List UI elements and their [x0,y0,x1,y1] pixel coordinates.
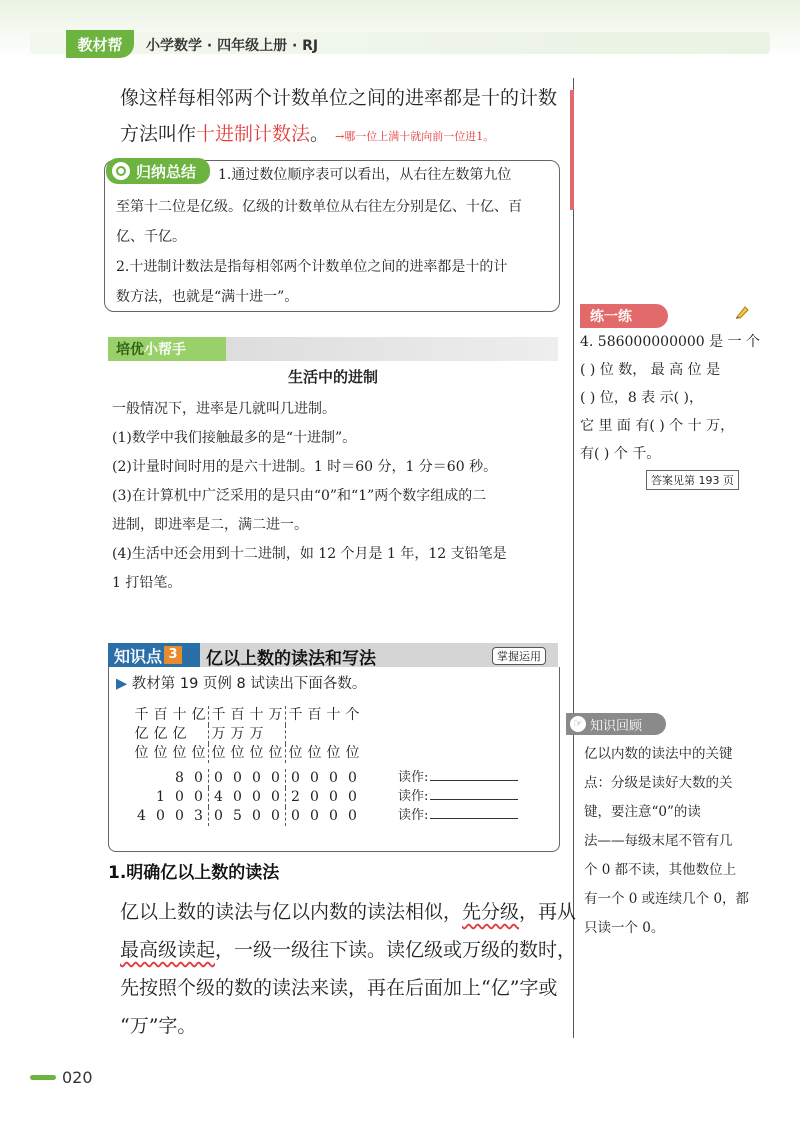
place-value-cell: 5 [233,808,242,824]
place-value-cell: 3 [189,807,209,826]
sec-text-b: ，再从 [519,901,577,923]
place-value-cell: 0 [310,808,319,824]
place-value-cell: 位 [153,745,168,761]
place-value-cell: 0 [291,808,300,824]
place-value-cell: 0 [291,770,300,786]
place-value-cell: 位 [249,745,264,761]
place-value-cell: 亿 [189,706,209,725]
sec-emph-2: 最高级读起 [120,939,216,961]
sec-text-c: ，一级一级往下读。读亿级或万级的数时， [215,939,577,961]
summary-tag [106,158,210,184]
place-value-cell: 位 [266,744,286,763]
number-row [132,788,362,807]
number-row [132,807,362,826]
place-value-cell: 0 [189,769,209,788]
helper-line-1: 一般情况下，进率是几就叫几进制。 [112,401,336,417]
summary-line-5: 数方法，也就是“满十进一”。 [116,289,299,305]
place-value-cell: 0 [348,789,357,805]
read-blank[interactable] [430,799,518,800]
target-icon [112,162,130,180]
read-row-1 [398,766,518,785]
place-value-cell: 十 [172,707,187,723]
read-row-2 [398,785,518,804]
place-value-cell [132,788,151,807]
kp-badge: 掌握运用 [492,647,546,665]
summary-line-1: 1.通过数位顺序表可以看出，从右往左数第九位 [218,167,512,183]
place-value-cell: 0 [348,808,357,824]
intro-line-1: 像这样每相邻两个计数单位之间的进率都是十的计数 [120,87,558,109]
place-value-cell: 0 [329,808,338,824]
place-value-cell: 万 [211,726,226,742]
place-value-cell: 0 [266,788,286,807]
summary-tag-label: 归纳总结 [136,162,197,181]
read-label: 读作: [398,770,429,785]
place-value-cell: 千 [134,707,149,723]
place-value-cell: 十 [326,707,341,723]
review-line-5: 个 0 都不读，其他数位上 [584,862,737,878]
place-value-cell: 位 [288,745,303,761]
number-row [132,769,362,788]
sec-emph-1: 先分级 [462,901,520,923]
place-value-cell: 0 [233,770,242,786]
place-value-table-wrap [132,706,362,826]
place-value-cell: 万 [230,726,245,742]
place-value-cell: 0 [252,808,261,824]
place-value-cell: 2 [291,789,300,805]
header-row-1 [132,706,362,725]
section-line-4: “万”字。 [120,1015,197,1037]
intro-note: →哪一位上满十就向前一位进1。 [335,130,495,143]
place-value-cell: 百 [230,707,245,723]
place-value-cell: 亿 [172,726,187,742]
place-value-cell: 百 [307,707,322,723]
place-value-cell: 0 [175,789,184,805]
place-value-cell: 位 [230,745,245,761]
place-value-cell: 0 [214,808,223,824]
place-value-cell: 0 [252,789,261,805]
helper-line-7: 1 打铅笔。 [112,575,182,591]
summary-line-2: 至第十二位是亿级。亿级的计数单位从右往左分别是亿、十亿、百 [116,199,522,215]
place-value-cell: 十 [249,707,264,723]
pointing-hand-icon: ☞ [570,716,586,732]
helper-line-4: (3)在计算机中广泛采用的是只由“0”和“1”两个数字组成的二 [112,488,487,504]
helper-line-3: (2)计量时间时用的是六十进制。1 时＝60 分，1 分＝60 秒。 [112,459,498,475]
read-row-3 [398,804,518,823]
helper-tag-b: 小帮手 [144,342,186,358]
kp-number: 3 [164,646,182,664]
place-value-cell: 千 [288,707,303,723]
place-value-cell: 0 [252,770,261,786]
section-line-2 [120,931,576,969]
place-value-cell: 0 [329,770,338,786]
review-line-2: 点：分级是读好大数的关 [584,775,733,791]
section-line-3: 先按照个级的数的读法来读，再在后面加上“亿”字或 [120,977,558,999]
review-line-3: 键，要注意“0”的读 [584,804,701,820]
practice-tag: 练一练 [580,304,668,328]
read-label: 读作: [398,789,429,804]
header-band [30,32,770,54]
kp-tag [108,643,200,667]
practice-line-2: ( ) 位 数， 最 高 位 是 [580,362,721,378]
helper-title: 生活中的进制 [287,368,378,386]
place-value-cell: 1 [156,789,165,805]
kp-title: 亿以上数的读法和写法 [206,649,376,669]
place-value-cell: 0 [310,770,319,786]
place-value-cell: 位 [172,745,187,761]
read-blank[interactable] [430,780,518,781]
header-row-2 [132,725,362,744]
header-row-3 [132,744,362,763]
place-value-cell: 位 [326,745,341,761]
read-label: 读作: [398,808,429,823]
intro-prefix: 方法叫作 [120,123,197,145]
review-line-1: 亿以内数的读法中的关键 [584,746,733,762]
review-tag-label: 知识回顾 [590,718,643,734]
place-value-cell: 0 [233,789,242,805]
place-value-cell [324,725,343,744]
header-title: 小学数学 · 四年级上册 · RJ [146,38,319,54]
practice-line-5: 有( ) 个 千。 [580,446,661,462]
read-blank[interactable] [430,818,518,819]
read-answers [398,766,518,823]
answer-reference: 答案见第 193 页 [646,470,739,490]
place-value-cell: 位 [189,744,209,763]
sec-text-a: 亿以上数的读法与亿以内数的读法相似， [120,901,463,923]
place-value-cell [151,769,170,788]
place-value-cell: 位 [307,745,322,761]
place-value-cell: 亿 [134,726,149,742]
place-value-cell: 亿 [153,726,168,742]
place-value-cell [343,725,362,744]
practice-line-3: ( ) 位，8 表 示( )， [580,390,704,406]
place-value-cell: 4 [214,789,223,805]
helper-tag [108,337,226,361]
review-tag [566,713,666,735]
place-value-cell: 万 [266,706,286,725]
practice-line-4: 它 里 面 有( ) 个 十 万， [580,418,735,434]
place-value-cell: 位 [211,745,226,761]
place-value-cell: 0 [329,789,338,805]
place-value-cell: 位 [134,745,149,761]
review-line-7: 只读一个 0。 [584,920,665,936]
section-line-1 [120,893,576,931]
place-value-cell: 8 [175,770,184,786]
summary-line-3: 亿、千亿。 [116,229,186,245]
place-value-cell [286,725,306,744]
place-value-cell: 0 [266,769,286,788]
page-number: 020 [62,1068,93,1087]
place-value-cell: 4 [137,808,146,824]
place-value-cell: 0 [348,770,357,786]
helper-line-2: (1)数学中我们接触最多的是“十进制”。 [112,430,357,446]
review-line-6: 有一个 0 或连续几个 0，都 [584,891,750,907]
place-value-cell: 个 [345,707,360,723]
example-text: 教材第 19 页例 8 试读出下面各数。 [131,676,367,692]
place-value-cell: 百 [153,707,168,723]
intro-term: 十进制计数法 [196,123,311,145]
place-value-cell [132,769,151,788]
summary-line-4: 2.十进制计数法是指每相邻两个计数单位之间的进率都是十的计 [116,259,508,275]
helper-line-5: 进制，即进率是二，满二进一。 [112,517,308,533]
practice-line-1: 4. 586000000000 是 一 个 [580,334,761,350]
place-value-cell [189,725,209,744]
pencil-icon [734,304,750,320]
helper-line-6: (4)生活中还会用到十二进制，如 12 个月是 1 年，12 支铅笔是 [112,546,507,562]
place-value-cell: 万 [249,726,264,742]
helper-tag-a: 培优 [116,342,144,358]
margin-accent [570,90,574,210]
intro-suffix: 。 [310,123,330,145]
place-value-cell: 千 [211,707,226,723]
header-tag: 教材帮 [66,30,134,58]
place-value-cell: 0 [214,770,223,786]
review-line-4: 法——每级末尾不管有几 [584,833,733,849]
place-value-cell: 0 [156,808,165,824]
intro-line-2 [120,116,494,155]
place-value-cell [305,725,324,744]
place-value-cell: 位 [345,745,360,761]
place-value-cell: 0 [266,807,286,826]
triangle-icon: ▶ [116,676,128,692]
section-title: 1.明确亿以上数的读法 [108,863,280,883]
place-value-cell: 0 [189,788,209,807]
example-line [116,672,366,693]
place-value-cell: 0 [175,808,184,824]
place-value-cell: 0 [310,789,319,805]
place-value-table [132,706,362,826]
page-marker [30,1075,56,1080]
kp-tag-label: 知识点 [114,646,163,666]
place-value-cell [266,725,286,744]
